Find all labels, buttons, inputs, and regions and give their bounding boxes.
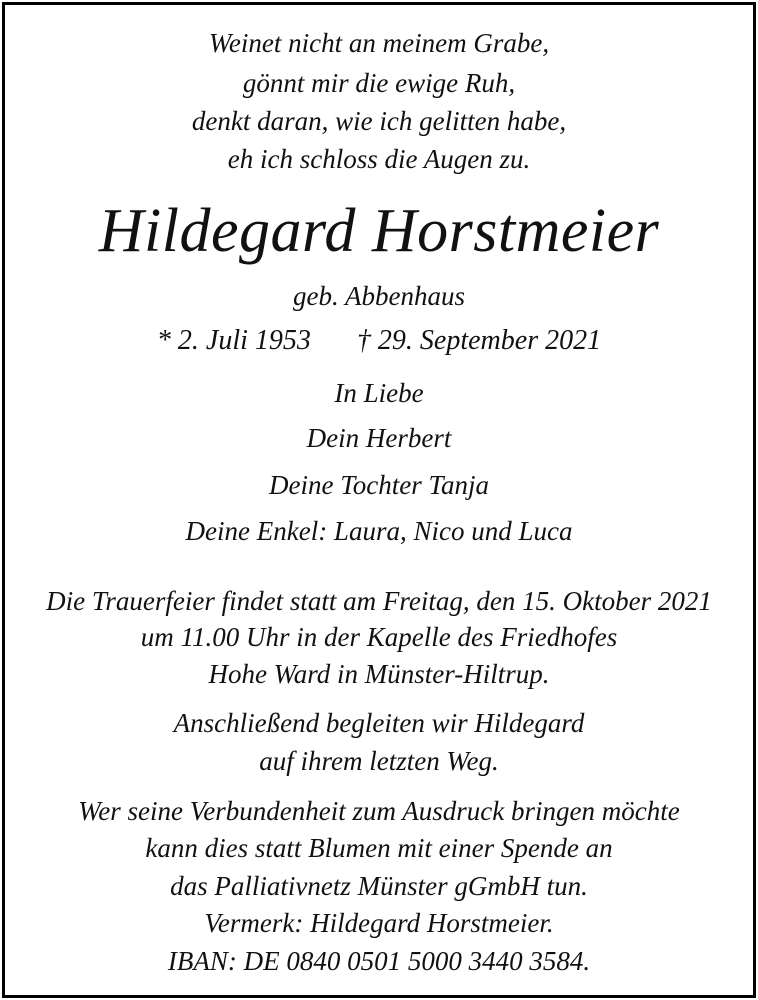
life-dates: [0, 325, 758, 357]
funeral-line: Hohe Ward in Münster-Hiltrup.: [208, 659, 550, 689]
poem-line: gönnt mir die ewige Ruh,: [242, 68, 516, 98]
birth-date: * 2. Juli 1953: [156, 325, 311, 356]
birth-name: geb. Abbenhaus: [293, 281, 465, 311]
burial-line: Anschließend begleiten wir Hildegard: [173, 708, 585, 738]
donation-line: Wer seine Verbundenheit zum Ausdruck bringen möchte: [78, 796, 680, 826]
poem-line: denkt daran, wie ich gelitten habe,: [191, 106, 567, 136]
poem-line: eh ich schloss die Augen zu.: [227, 144, 531, 174]
donation-line: das Palliativnetz Münster gGmbH tun.: [170, 871, 588, 901]
poem-line: Weinet nicht an meinem Grabe,: [208, 28, 550, 58]
burial-line: auf ihrem letzten Weg.: [259, 746, 499, 776]
mourner-line: In Liebe: [334, 378, 424, 408]
funeral-line: Die Trauerfeier findet statt am Freitag, den 15. Oktober 2021: [46, 586, 712, 616]
donation-line: Vermerk: Hildegard Horstmeier.: [204, 908, 554, 938]
death-date: † 29. September 2021: [356, 325, 602, 356]
mourner-line: Deine Enkel: Laura, Nico und Luca: [185, 516, 573, 546]
iban-line: IBAN: DE 0840 0501 5000 3440 3584.: [167, 946, 591, 976]
donation-line: kann dies statt Blumen mit einer Spende an: [145, 833, 613, 863]
mourner-line: Dein Herbert: [306, 423, 452, 453]
deceased-name: Hildegard Horstmeier: [98, 197, 660, 265]
funeral-line: um 11.00 Uhr in der Kapelle des Friedhofes: [140, 622, 618, 652]
mourner-line: Deine Tochter Tanja: [268, 470, 490, 500]
